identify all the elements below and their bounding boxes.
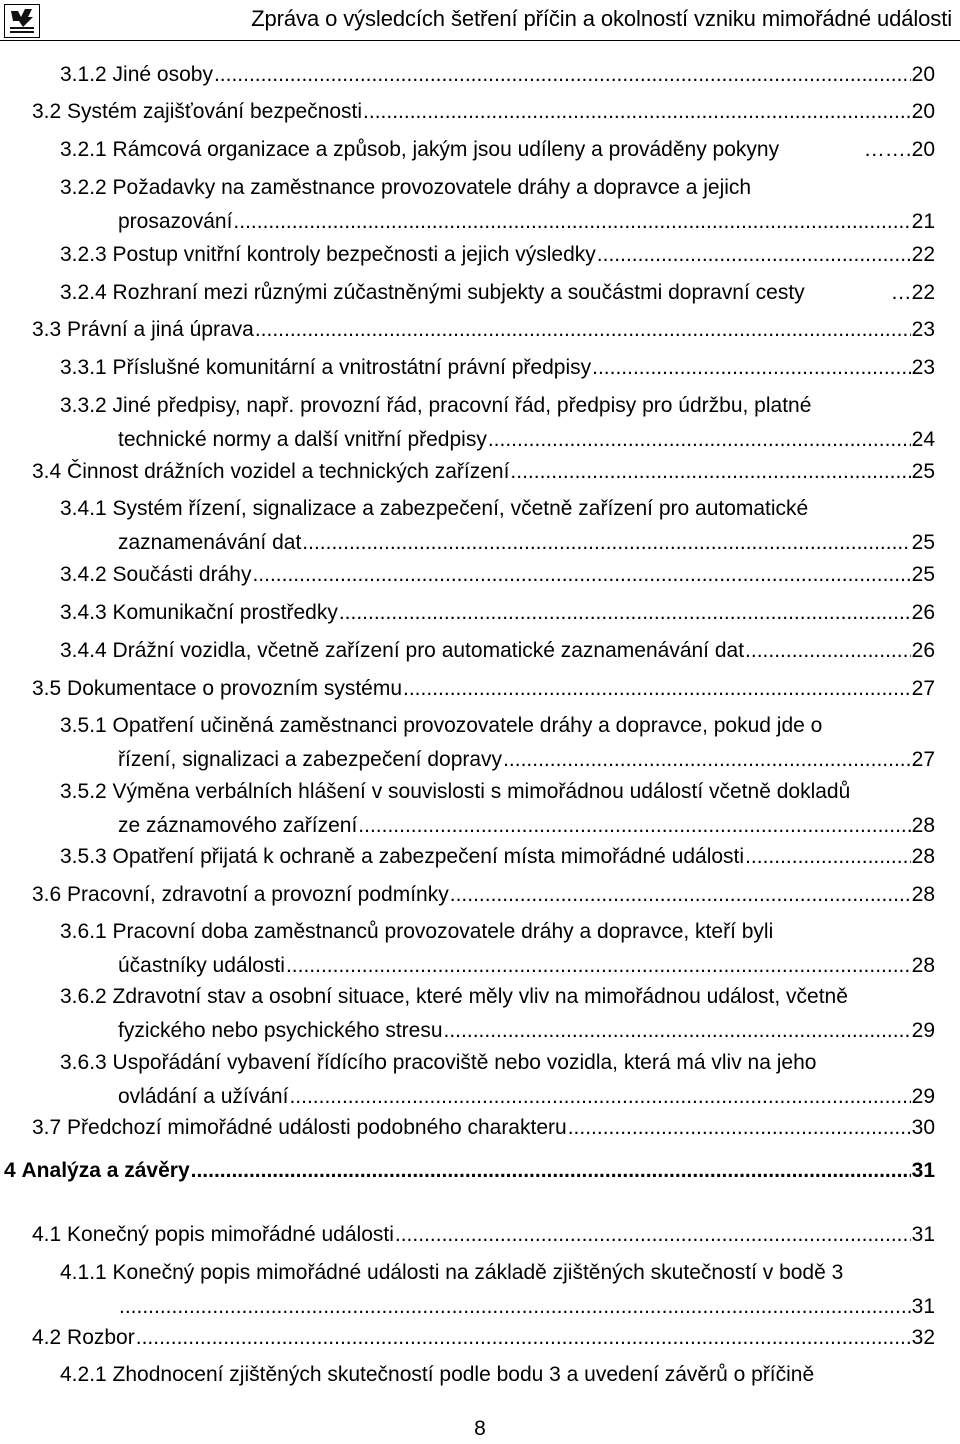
- toc-entry-title: Rámcová organizace a způsob, jakým jsou udíleny a prováděny pokyny: [112, 138, 780, 161]
- toc-entry-title: Pracovní doba zaměstnanců provozovatele dráhy a dopravce, kteří byli: [112, 920, 774, 943]
- toc-entry[interactable]: [0, 560, 960, 589]
- toc-entry[interactable]: [0, 1048, 960, 1111]
- toc-entry-number: 3.2: [32, 100, 68, 123]
- toc-entry-leader: [363, 97, 911, 126]
- toc-entry-page: 23: [911, 318, 935, 341]
- toc-entry-line: [0, 745, 935, 774]
- toc-entry[interactable]: [0, 598, 960, 627]
- toc-entry-line: [0, 425, 935, 454]
- toc-entry-leader: …: [890, 281, 912, 304]
- toc-entry-title: Jiné osoby: [112, 63, 213, 86]
- toc-entry-title: Činnost drážních vozidel a technických zařízení: [67, 460, 510, 483]
- toc-entry-leader: [289, 1082, 910, 1111]
- toc-entry-title: ovládání a užívání: [118, 1085, 289, 1108]
- toc-entry-number: 4.1: [32, 1223, 68, 1246]
- toc-entry-number: 4.2.1: [60, 1363, 113, 1386]
- toc-entry-line: [0, 1048, 935, 1077]
- toc-entry-line: [0, 636, 935, 665]
- toc-entry-page: 27: [911, 677, 935, 700]
- toc-entry-number: 3.2.4: [60, 281, 113, 304]
- toc-entry-line: [0, 1220, 935, 1249]
- report-title: Zpráva o výsledcích šetření příčin a okolností vzniku mimořádné události: [251, 6, 952, 31]
- toc-entry-page: 23: [911, 356, 935, 379]
- toc-entry-page: 26: [911, 639, 935, 662]
- toc-entry-leader: [252, 560, 910, 589]
- toc-entry-leader: [503, 745, 911, 774]
- toc-entry-line: [0, 951, 935, 980]
- toc-entry-title: ze záznamového zařízení: [118, 814, 358, 837]
- toc-entry-number: 4.2: [32, 1326, 68, 1349]
- toc-entry-line: [0, 842, 935, 871]
- toc-entry-title: Konečný popis mimořádné události na základě zjištěných skutečností v bodě 3: [112, 1261, 844, 1284]
- toc-entry-leader: [745, 636, 911, 665]
- toc-entry-title: Součásti dráhy: [112, 563, 252, 586]
- toc-entry-number: 3.3: [32, 318, 68, 341]
- toc-entry-line: [0, 1156, 935, 1185]
- toc-entry[interactable]: [0, 240, 960, 269]
- toc-entry-number: 3.5.1: [60, 714, 113, 737]
- toc-entry[interactable]: [0, 1113, 960, 1142]
- toc-entry-title: Zdravotní stav a osobní situace, které měly vliv na mimořádnou událost, včetně: [112, 985, 848, 1008]
- toc-entry-number: 3.2.3: [60, 243, 113, 266]
- toc-entry-leader: [488, 425, 911, 454]
- toc-entry[interactable]: [0, 1323, 960, 1352]
- toc-entry-title: Uspořádání vybavení řídícího pracoviště nebo vozidla, která má vliv na jeho: [112, 1051, 817, 1074]
- toc-entry[interactable]: [0, 880, 960, 909]
- toc-entry-line: [0, 1360, 935, 1389]
- toc-entry[interactable]: [0, 1258, 960, 1321]
- toc-entry-leader: [450, 880, 911, 909]
- toc-entry[interactable]: [0, 777, 960, 840]
- toc-entry-line: [0, 777, 935, 806]
- toc-entry-title: Zhodnocení zjištěných skutečností podle bodu 3 a uvedení závěrů o příčině: [112, 1363, 815, 1386]
- toc-entry-number: 3.4.4: [60, 639, 113, 662]
- toc-entry[interactable]: [0, 135, 960, 164]
- toc-entry-page: 24: [911, 428, 935, 451]
- page-header: [0, 0, 960, 44]
- toc-entry-line: [0, 173, 935, 202]
- toc-entry-leader: [119, 1292, 911, 1321]
- toc-entry-page: 32: [911, 1326, 935, 1349]
- toc-entry-line: [0, 60, 935, 89]
- toc-entry-page: 28: [911, 814, 935, 837]
- toc-entry-number: 3.4: [32, 460, 68, 483]
- toc-entry-number: 3.2.1: [60, 138, 113, 161]
- toc-entry[interactable]: [0, 842, 960, 871]
- toc-entry-page: 27: [911, 748, 935, 771]
- toc-entry-line: [0, 880, 935, 909]
- toc-entry-title: Komunikační prostředky: [112, 601, 338, 624]
- toc-entry-number: 3.4.1: [60, 497, 113, 520]
- toc-entry-leader: [255, 315, 911, 344]
- toc-entry[interactable]: [0, 982, 960, 1045]
- toc-entry-number: 3.3.1: [60, 356, 113, 379]
- toc-entry[interactable]: [0, 278, 960, 307]
- toc-entry-title: Systém zajišťování bezpečnosti: [67, 100, 363, 123]
- toc-entry-leader: [233, 207, 910, 236]
- toc-entry-page: 26: [911, 601, 935, 624]
- toc-entry-leader: [745, 842, 911, 871]
- toc-entry-page: 31: [911, 1295, 935, 1318]
- toc-entry[interactable]: [0, 674, 960, 703]
- toc-entry[interactable]: [0, 60, 960, 89]
- toc-entry-number: 3.4.3: [60, 601, 113, 624]
- toc-entry-title: Systém řízení, signalizace a zabezpečení, včetně zařízení pro automatické: [112, 497, 809, 520]
- toc-entry-leader: [191, 1156, 911, 1185]
- toc-entry-title: Předchozí mimořádné události podobného charakteru: [67, 1116, 567, 1139]
- toc-entry-line: [0, 97, 935, 126]
- toc-entry-number: 3.2.2: [60, 176, 113, 199]
- toc-entry[interactable]: [0, 97, 960, 126]
- toc-entry-line: [0, 1113, 935, 1142]
- toc-entry-line: [0, 982, 935, 1011]
- toc-entry-line: [0, 278, 935, 307]
- toc-entry[interactable]: [0, 711, 960, 774]
- toc-entry-leader: [339, 598, 911, 627]
- toc-entry-line: [0, 528, 935, 557]
- toc-entry-title: Rozbor: [67, 1326, 135, 1349]
- toc-entry-line: [0, 353, 935, 382]
- toc-entry-title: Právní a jiná úprava: [67, 318, 254, 341]
- toc-entry-line: [0, 457, 935, 486]
- toc-entry-title: Analýza a závěry: [21, 1159, 190, 1182]
- toc-entry-line: [0, 560, 935, 589]
- toc-entry-title: Výměna verbálních hlášení v souvislosti s mimořádnou událostí včetně dokladů: [112, 780, 851, 803]
- toc-entry-number: 3.6.3: [60, 1051, 113, 1074]
- toc-entry-line: [0, 811, 935, 840]
- toc-entry[interactable]: [0, 457, 960, 486]
- toc-entry-line: [0, 207, 935, 236]
- toc-entry-line: [0, 917, 935, 946]
- toc-entry[interactable]: [0, 917, 960, 980]
- toc-entry-line: [0, 1323, 935, 1352]
- toc-entry-title: Příslušné komunitární a vnitrostátní právní předpisy: [112, 356, 592, 379]
- toc-entry-line: [0, 1258, 935, 1287]
- toc-entry[interactable]: [0, 391, 960, 454]
- toc-entry[interactable]: [0, 315, 960, 344]
- toc-entry-title: fyzického nebo psychického stresu: [118, 1019, 443, 1042]
- toc-entry[interactable]: [0, 353, 960, 382]
- toc-entry-number: 4.1.1: [60, 1261, 113, 1284]
- toc-entry-leader: …….: [863, 138, 912, 161]
- toc-entry-leader: [302, 528, 910, 557]
- toc-entry-title: Drážní vozidla, včetně zařízení pro automatické zaznamenávání dat: [112, 639, 745, 662]
- toc-entry-title: Požadavky na zaměstnance provozovatele dráhy a dopravce a jejich: [112, 176, 752, 199]
- toc-entry-line: [0, 674, 935, 703]
- toc-entry[interactable]: [0, 173, 960, 236]
- toc-entry-leader: [403, 674, 911, 703]
- toc-entry-number: 3.7: [32, 1116, 68, 1139]
- toc-entry-title: prosazování: [118, 210, 233, 233]
- toc-entry-title: zaznamenávání dat: [118, 531, 302, 554]
- toc-entry-page: 22: [911, 281, 935, 304]
- toc-entry-line: [0, 1082, 935, 1111]
- toc-entry-leader: [395, 1220, 911, 1249]
- toc-entry-line: [0, 315, 935, 344]
- toc-entry-title: Dokumentace o provozním systému: [67, 677, 403, 700]
- toc-entry[interactable]: [0, 636, 960, 665]
- page-number: 8: [474, 1417, 486, 1440]
- toc-entry-page: 22: [911, 243, 935, 266]
- toc-entry-line: [0, 1016, 935, 1045]
- toc-entry-leader: [568, 1113, 911, 1142]
- toc-entry-page: 20: [911, 100, 935, 123]
- toc-entry-number: 3.6.1: [60, 920, 113, 943]
- toc-entry-page: 25: [911, 563, 935, 586]
- toc-entry-title: Rozhraní mezi různými zúčastněnými subjekty a součástmi dopravní cesty: [112, 281, 805, 304]
- toc-entry-page: 28: [911, 954, 935, 977]
- toc-entry-leader: [286, 951, 911, 980]
- toc-entry-line: [0, 494, 935, 523]
- toc-entry-leader: [592, 353, 911, 382]
- toc-entry[interactable]: [0, 1156, 960, 1185]
- toc-entry-leader: [444, 1016, 911, 1045]
- toc-entry-page: 25: [911, 460, 935, 483]
- toc-entry-number: 3.6.2: [60, 985, 113, 1008]
- toc-entry-number: 3.3.2: [60, 394, 113, 417]
- toc-entry-title: Opatření přijatá k ochraně a zabezpečení místa mimořádné události: [112, 845, 745, 868]
- toc-entry-page: 20: [911, 138, 935, 161]
- toc-entry-title: řízení, signalizaci a zabezpečení dopravy: [118, 748, 503, 771]
- toc-entry-number: 3.4.2: [60, 563, 113, 586]
- toc-entry-page: 31: [911, 1159, 935, 1182]
- toc-entry-leader: [214, 60, 911, 89]
- toc-entry-page: 28: [911, 845, 935, 868]
- toc-entry[interactable]: [0, 494, 960, 557]
- toc-entry[interactable]: [0, 1220, 960, 1249]
- toc-entry-number: 3.6: [32, 883, 68, 906]
- toc-entry-number: 3.1.2: [60, 63, 113, 86]
- toc-entry-leader: [136, 1323, 911, 1352]
- toc-entry-page: 29: [911, 1085, 935, 1108]
- toc-entry-line: [0, 711, 935, 740]
- toc-entry-leader: [358, 811, 910, 840]
- toc-entry-number: 3.5.3: [60, 845, 113, 868]
- toc-entry-page: 29: [911, 1019, 935, 1042]
- toc-entry-line: [0, 135, 935, 164]
- toc-entry-line: [0, 1292, 935, 1321]
- toc-entry-number: 4: [4, 1159, 22, 1182]
- toc-entry-page: 28: [911, 883, 935, 906]
- toc-entry-page: 31: [911, 1223, 935, 1246]
- toc-entry-title: Jiné předpisy, např. provozní řád, pracovní řád, předpisy pro údržbu, platné: [112, 394, 812, 417]
- toc-entry-title: Konečný popis mimořádné události: [67, 1223, 394, 1246]
- toc-entry-line: [0, 391, 935, 420]
- toc-entry-page: 30: [911, 1116, 935, 1139]
- toc-entry-leader: [597, 240, 911, 269]
- toc-entry-page: 25: [911, 531, 935, 554]
- toc-entry-title: Postup vnitřní kontroly bezpečnosti a jejich výsledky: [112, 243, 596, 266]
- toc-entry-title: účastníky události: [118, 954, 285, 977]
- toc-entry-title: Pracovní, zdravotní a provozní podmínky: [67, 883, 449, 906]
- organization-logo: [4, 4, 40, 38]
- toc-entry[interactable]: [0, 1360, 960, 1389]
- toc-entry-title: Opatření učiněná zaměstnanci provozovatele dráhy a dopravce, pokud jde o: [112, 714, 823, 737]
- toc-entry-line: [0, 598, 935, 627]
- toc-entry-number: 3.5: [32, 677, 68, 700]
- header-divider: [0, 40, 960, 41]
- toc-entry-line: [0, 240, 935, 269]
- toc-entry-page: 21: [911, 210, 935, 233]
- toc-entry-leader: [510, 457, 910, 486]
- toc-entry-title: technické normy a další vnitřní předpisy: [118, 428, 487, 451]
- toc-entry-page: 20: [911, 63, 935, 86]
- toc-entry-number: 3.5.2: [60, 780, 113, 803]
